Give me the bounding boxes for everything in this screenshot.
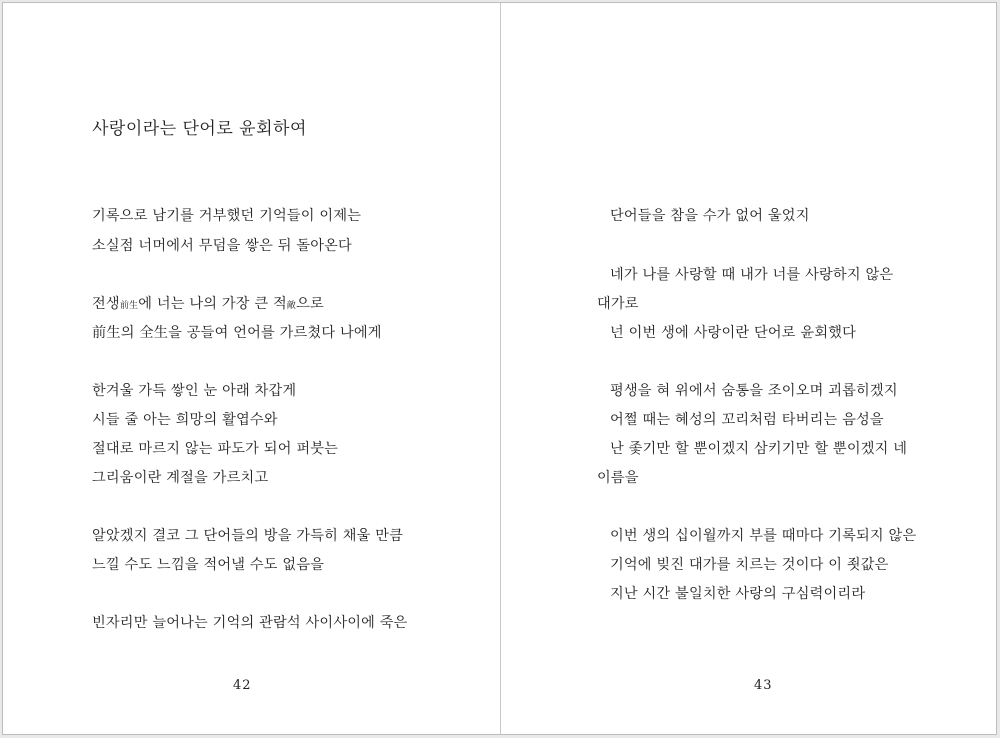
poem-line: 기억에 빚진 대가를 치르는 것이다 이 죗값은 bbox=[610, 557, 889, 573]
poem-text: 으로 bbox=[296, 296, 324, 312]
poem-line bbox=[92, 293, 324, 313]
poem-line: 이번 생의 십이월까지 부를 때마다 기록되지 않은 bbox=[610, 528, 917, 544]
poem-line: 절대로 마르지 않는 파도가 되어 퍼붓는 bbox=[92, 441, 339, 457]
left-page bbox=[3, 3, 500, 734]
poem-line: 지난 시간 불일치한 사랑의 구심력이리라 bbox=[610, 586, 866, 602]
hanja-gloss: 敵 bbox=[286, 301, 297, 311]
poem-line: 기록으로 남기를 거부했던 기억들이 이제는 bbox=[92, 208, 362, 224]
poem-line: 어쩔 때는 혜성의 꼬리처럼 타버리는 음성을 bbox=[610, 412, 884, 428]
right-page bbox=[501, 3, 996, 734]
poem-line: 넌 이번 생에 사랑이란 단어로 윤회했다 bbox=[610, 325, 857, 341]
poem-line: 대가로 bbox=[597, 296, 639, 312]
poem-line: 시들 줄 아는 희망의 활엽수와 bbox=[92, 412, 278, 428]
poem-line: 알았겠지 결코 그 단어들의 방을 가득히 채울 만큼 bbox=[92, 528, 404, 544]
poem-line: 네가 나를 사랑할 때 내가 너를 사랑하지 않은 bbox=[610, 267, 894, 283]
poem-line: 느낄 수도 느낌을 적어낼 수도 없음을 bbox=[92, 557, 325, 573]
poem-line: 한겨울 가득 쌓인 눈 아래 차갑게 bbox=[92, 383, 297, 399]
page-number: 42 bbox=[233, 678, 252, 693]
poem-line: 그리움이란 계절을 가르치고 bbox=[92, 470, 269, 486]
poem-title: 사랑이라는 단어로 윤회하여 bbox=[92, 119, 307, 139]
page-number: 43 bbox=[754, 678, 773, 693]
book-spread bbox=[2, 2, 997, 735]
poem-text: 에 너는 나의 가장 큰 적 bbox=[138, 296, 287, 312]
poem-line: 빈자리만 늘어나는 기억의 관람석 사이사이에 죽은 bbox=[92, 615, 408, 631]
poem-line: 소실점 너머에서 무덤을 쌓은 뒤 돌아온다 bbox=[92, 238, 352, 254]
poem-line: 前生의 全生을 공들여 언어를 가르쳤다 나에게 bbox=[92, 325, 382, 341]
poem-line: 난 좇기만 할 뿐이겠지 삼키기만 할 뿐이겠지 네 bbox=[610, 441, 908, 457]
poem-text: 전생 bbox=[92, 296, 120, 312]
poem-line: 단어들을 참을 수가 없어 울었지 bbox=[610, 208, 810, 224]
poem-line: 평생을 혀 위에서 숨통을 조이오며 괴롭히겠지 bbox=[610, 383, 898, 399]
hanja-gloss: 前生 bbox=[119, 301, 139, 311]
poem-line: 이름을 bbox=[597, 470, 639, 486]
